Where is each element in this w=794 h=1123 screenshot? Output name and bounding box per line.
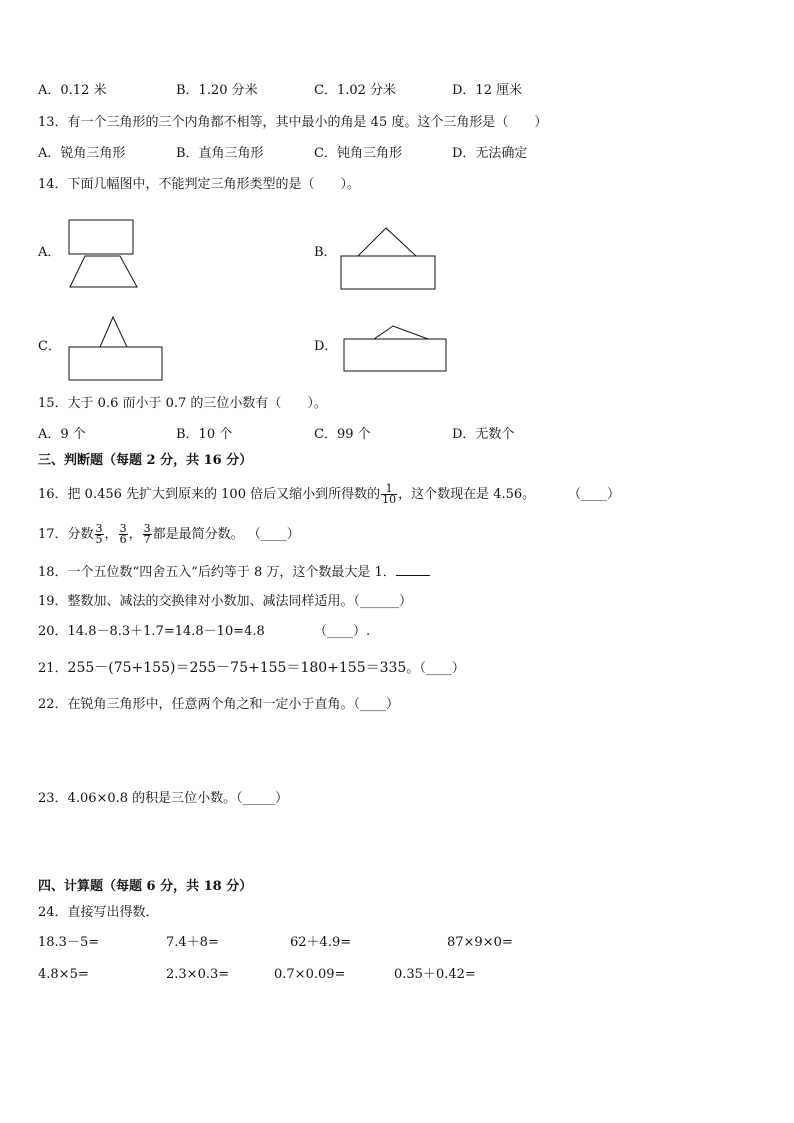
q24-item-7: 0.7×0.09= [274, 967, 346, 982]
q15-option-a: A．9 个 [38, 427, 86, 442]
q18-text: 18．一个五位数“四舍五入”后约等于 8 万，这个数最大是 1． [38, 565, 396, 580]
q24-item-4: 87×9×0= [447, 935, 513, 950]
section-3-heading: 三、判断题（每题 2 分，共 16 分） [38, 453, 253, 468]
q16-text-post: ，这个数现在是 4.56。 [398, 487, 536, 502]
q20: 20．14.8－8.3＋1.7=14.8－10=4.8 [38, 624, 265, 639]
q13-stem: 13．有一个三角形的三个内角都不相等，其中最小的角是 45 度。这个三角形是（ ） [38, 115, 548, 130]
q16-fraction [381, 484, 397, 505]
q22: 22．在锐角三角形中，任意两个角之和一定小于直角。（____） [38, 697, 400, 712]
q14-stem: 14．下面几幅图中，不能判定三角形类型的是（ ）。 [38, 177, 361, 192]
q14-label-a: A． [38, 245, 61, 260]
q24-item-2: 7.4＋8= [166, 935, 219, 950]
q23: 23．4.06×0.8 的积是三位小数。（_____） [38, 791, 289, 806]
q13-option-a: A．锐角三角形 [38, 146, 126, 161]
q17-fraction-1-num: 3 [95, 522, 103, 535]
q16-text-pre: 16．把 0.456 先扩大到原来的 100 倍后又缩小到所得数的 [38, 487, 381, 502]
q12-option-c: C．1.02 分米 [314, 83, 397, 98]
q17-fraction-3-num: 3 [143, 522, 151, 535]
q18-answer-blank[interactable] [396, 563, 430, 576]
q24-item-3: 62＋4.9= [290, 935, 352, 950]
q12-option-d: D．12 厘米 [452, 83, 523, 98]
section-4-heading: 四、计算题（每题 6 分，共 18 分） [38, 879, 253, 894]
q17-separator-2: ， [128, 527, 142, 542]
q17-separator-1: ， [104, 527, 118, 542]
q24-item-8: 0.35＋0.42= [394, 967, 476, 982]
q21 [38, 660, 465, 677]
q13-option-b: B．直角三角形 [176, 146, 264, 161]
q21-number: 21． [38, 661, 68, 676]
q15-stem: 15．大于 0.6 而小于 0.7 的三位小数有（ ）。 [38, 396, 327, 411]
q16-fraction-numerator: 1 [381, 484, 397, 495]
q24-stem: 24．直接写出得数． [38, 905, 159, 920]
q17-text-pre: 17．分数 [38, 527, 94, 542]
q21-answer-paren[interactable]: 。（____） [406, 661, 465, 676]
q13-option-d: D．无法确定 [452, 146, 528, 161]
q16-fraction-denominator: 10 [382, 493, 397, 506]
q16-answer-paren[interactable]: （____） [568, 487, 621, 502]
q17-fraction-2-num: 3 [119, 522, 127, 535]
q14-label-c: C． [38, 339, 61, 354]
q14-label-b: B． [314, 245, 337, 260]
q17-fraction-1 [95, 524, 104, 545]
q17-fraction-1-den: 5 [95, 533, 103, 546]
q13-option-c: C．钝角三角形 [314, 146, 402, 161]
q18 [38, 563, 430, 581]
q15-option-c: C．99 个 [314, 427, 371, 442]
q24-item-1: 18.3－5= [38, 935, 100, 950]
q15-option-d: D．无数个 [452, 427, 515, 442]
q24-item-5: 4.8×5= [38, 967, 89, 982]
q12-option-a: A．0.12 米 [38, 83, 107, 98]
q15-option-b: B．10 个 [176, 427, 233, 442]
q17-text-post: 都是最简分数。 （____） [152, 527, 300, 542]
q20-answer-paren[interactable]: （____）. [314, 624, 371, 639]
q16 [38, 481, 535, 509]
q21-equation: 255－(75+155)＝255－75+155＝180+155＝335 [67, 660, 407, 676]
q17-fraction-2-den: 6 [119, 533, 127, 546]
q17-fraction-3-den: 7 [143, 533, 151, 546]
q12-option-b: B．1.20 分米 [176, 83, 258, 98]
q24-item-6: 2.3×0.3= [166, 967, 230, 982]
q19: 19．整数加、减法的交换律对小数加、减法同样适用。（______） [38, 594, 413, 609]
q17-fraction-2 [119, 524, 128, 545]
q14-label-d: D． [314, 339, 338, 354]
q17-fraction-3 [143, 524, 152, 545]
q17 [38, 522, 300, 548]
